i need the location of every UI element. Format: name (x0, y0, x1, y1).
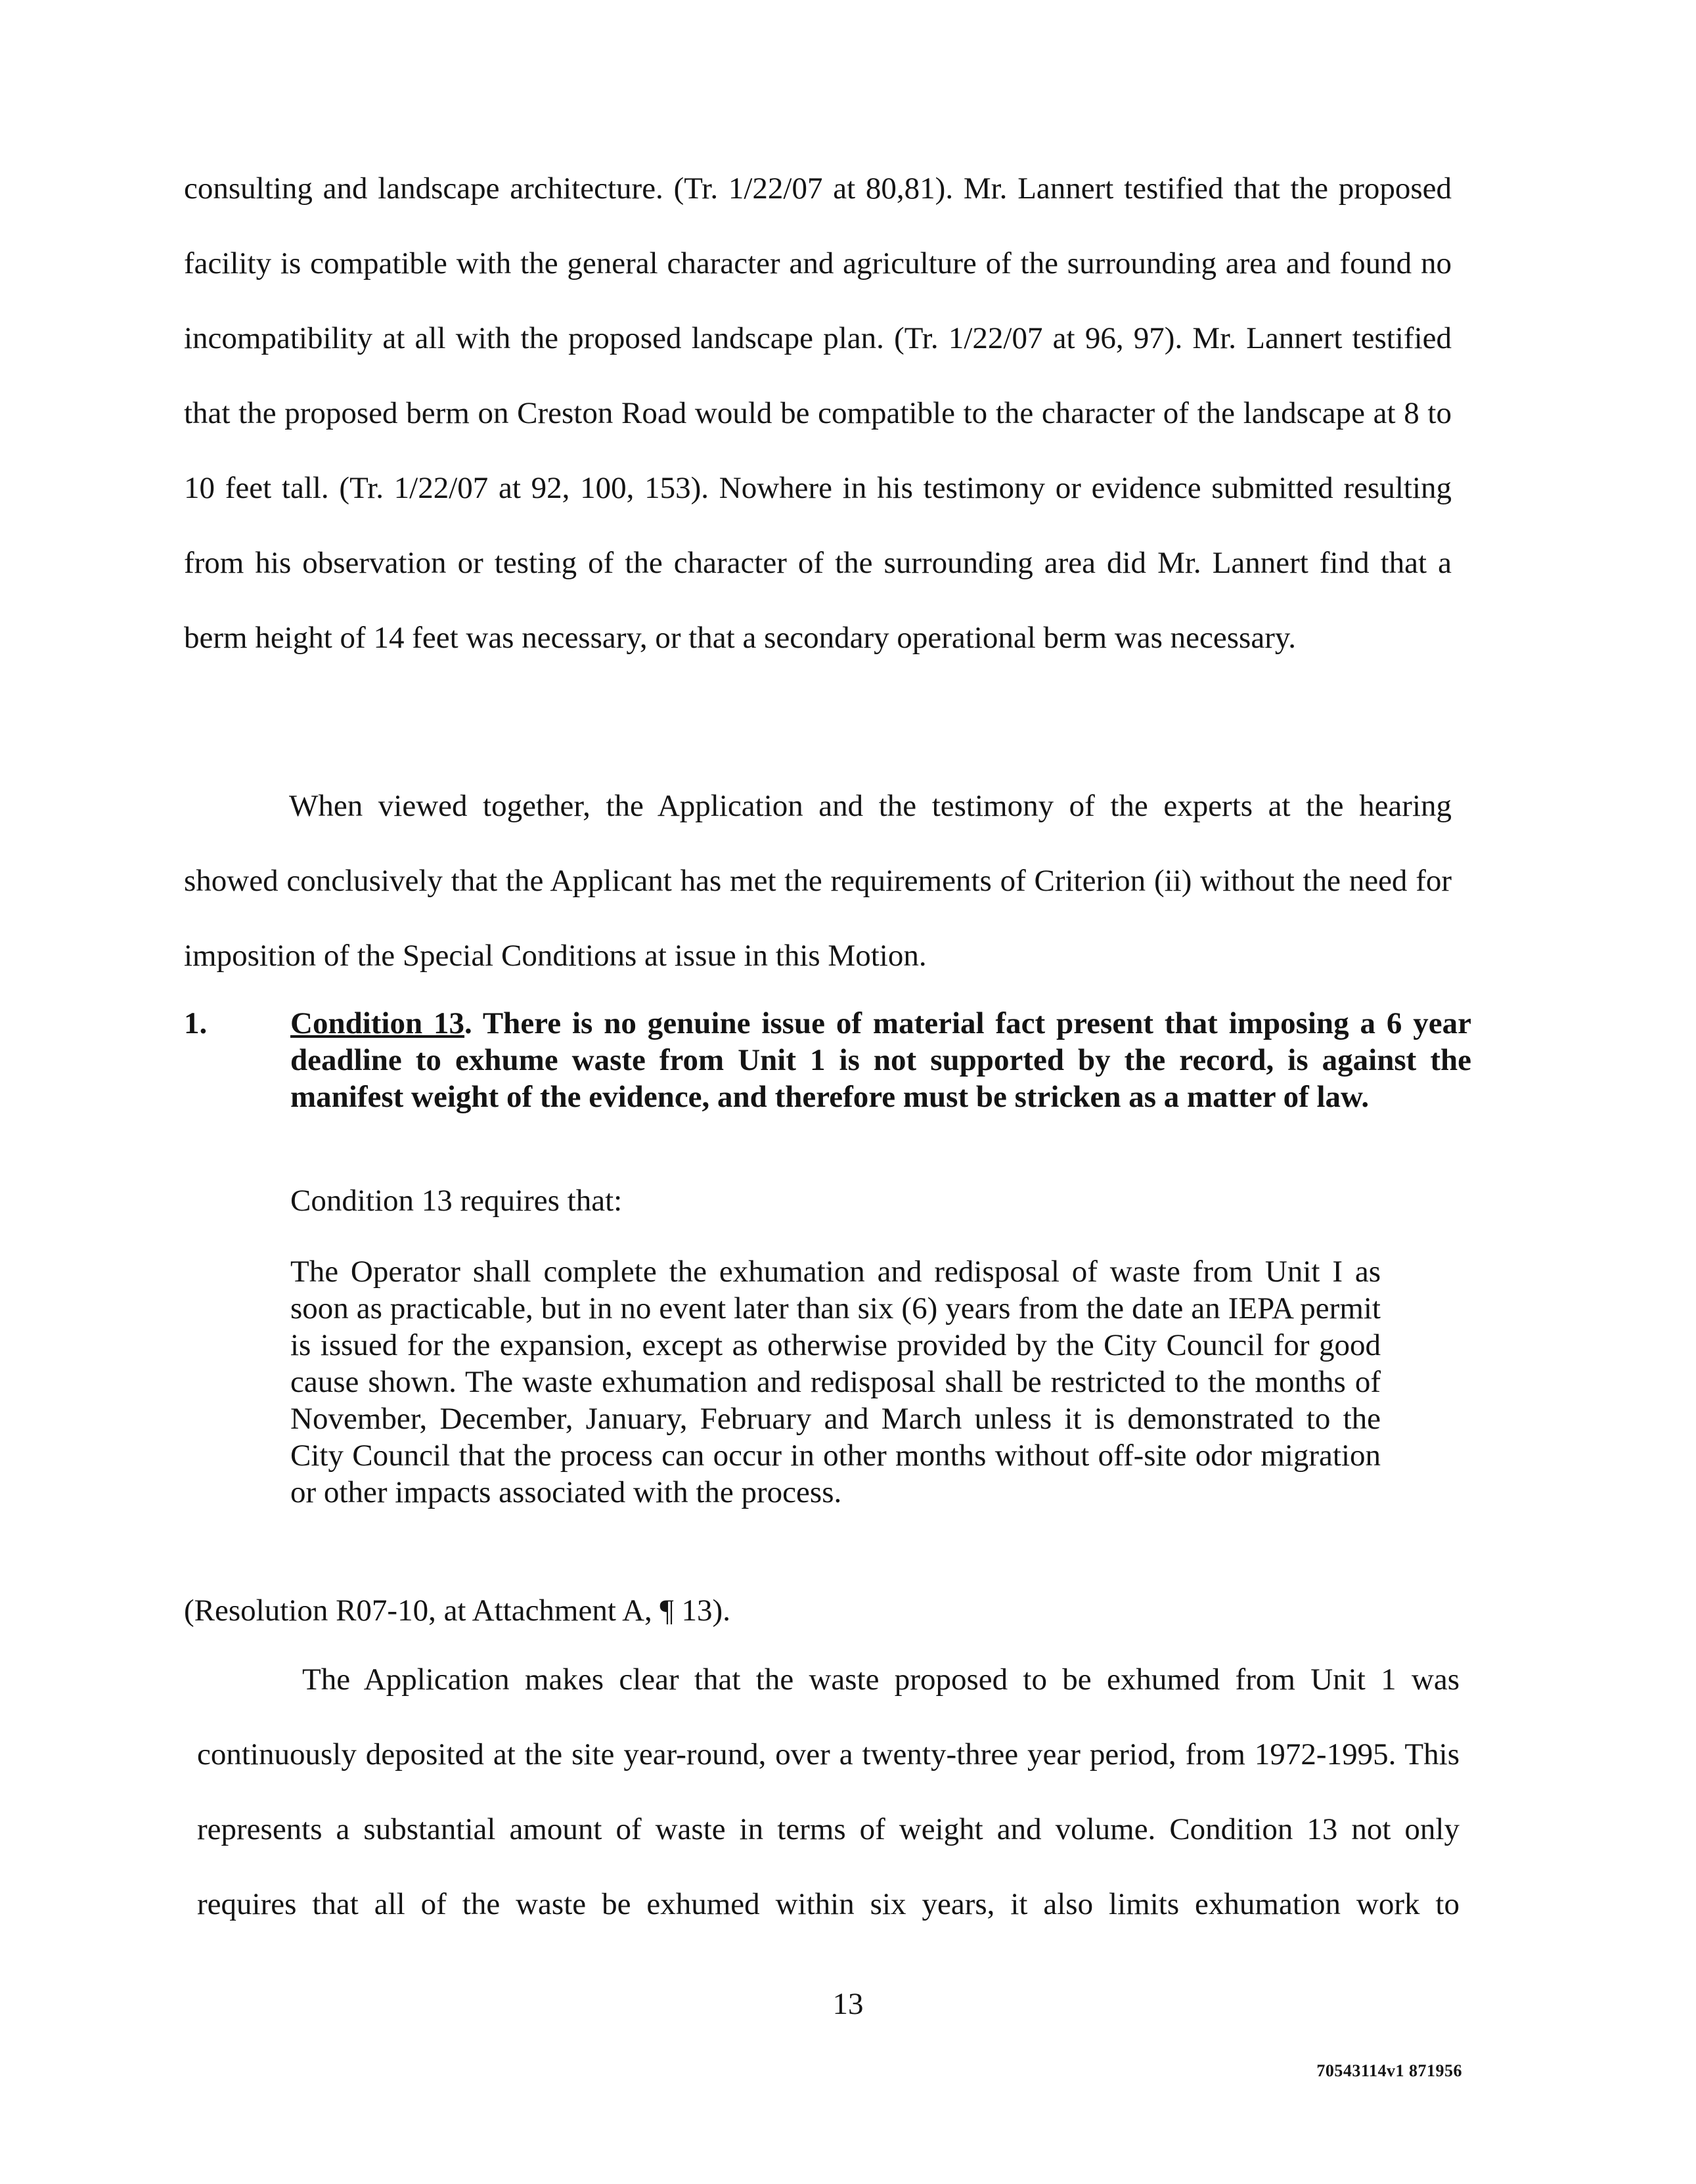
requires-line: Condition 13 requires that: (290, 1184, 623, 1218)
page-number: 13 (832, 1987, 864, 2021)
paragraph-lannert-testimony: consulting and landscape architecture. (Tr. 1/22/07 at 80,81). Mr. Lannert testified that the proposed facility is compatible with the general character and agriculture of the surrounding area and found no incompatibility at all with the proposed landscape plan. (Tr. 1/22/07 at 96, 97). Mr. Lannert testified that the proposed berm on Creston Road would be compatible to the character of the landscape at 8 to 10 feet tall. (Tr. 1/22/07 at 92, 100, 153). Nowhere in his testimony or evidence submitted resulting from his observation or testing of the character of the surrounding area did Mr. Lannert find that a berm height of 14 feet was necessary, or that a secondary operational berm was necessary. (184, 171, 1452, 655)
heading-text (290, 1005, 1471, 1115)
paragraph-conclusion: When viewed together, the Application and the testimony of the experts at the hearing showed conclusively that the Applicant has met the requirements of Criterion (ii) without the need for imposition of the Special Conditions at issue in this Motion. (184, 789, 1452, 973)
paragraph-application: The Application makes clear that the waste proposed to be exhumed from Unit 1 was continuously deposited at the site year-round, over a twenty-three year period, from 1972-1995. This represents a substantial amount of waste in terms of weight and volume. Condition 13 not only requires that all of the waste be exhumed within six years, it also limits exhumation work to (197, 1662, 1460, 1921)
heading-body: . There is no genuine issue of material fact present that imposing a 6 year deadline to exhume waste from Unit 1 is not supported by the record, is against the manifest weight of the evidence, and therefore must be stricken as a matter of law. (290, 1006, 1471, 1114)
citation: (Resolution R07-10, at Attachment A, ¶ 13). (184, 1593, 730, 1628)
condition-label: Condition 13 (290, 1006, 465, 1040)
block-quote: The Operator shall complete the exhumation and redisposal of waste from Unit I as soon as practicable, but in no event later than six (6) years from the date an IEPA permit is issued for the expansion, except as otherwise provided by the City Council for good cause shown. The waste exhumation and redisposal shall be restricted to the months of November, December, January, February and March unless it is demonstrated to the City Council that the process can occur in other months without off-site odor migration or other impacts associated with the process. (290, 1255, 1381, 1509)
document-id: 70543114v1 871956 (1316, 2061, 1462, 2080)
heading-number: 1. (184, 1006, 208, 1040)
